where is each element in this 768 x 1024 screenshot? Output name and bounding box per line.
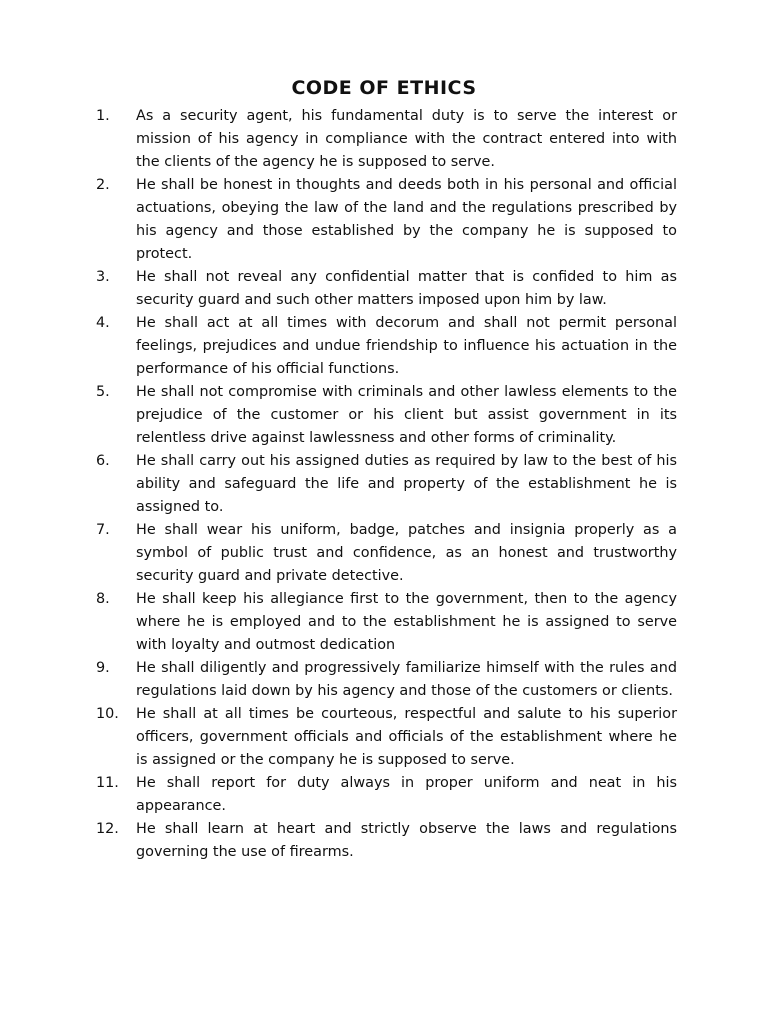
code-of-ethics-list — [96, 105, 677, 864]
item-number: 8. — [96, 591, 110, 607]
list-item — [96, 450, 677, 519]
list-item — [96, 105, 677, 174]
item-number: 9. — [96, 660, 110, 676]
list-item — [96, 312, 677, 381]
item-number: 7. — [96, 522, 110, 538]
item-text: He shall wear his uniform, badge, patches and insignia properly as a symbol of public trust and confidence, as an honest and trustworthy security guard and private detective. — [136, 522, 677, 584]
item-number: 11. — [96, 775, 119, 791]
item-text: He shall at all times be courteous, respectful and salute to his superior officers, government officials and officials of the establishment where he is assigned or the company he is supposed to serve. — [136, 706, 677, 768]
item-text: He shall diligently and progressively familiarize himself with the rules and regulations laid down by his agency and those of the customers or clients. — [136, 660, 677, 699]
item-number: 12. — [96, 821, 119, 837]
list-item — [96, 519, 677, 588]
item-text: He shall learn at heart and strictly observe the laws and regulations governing the use of firearms. — [136, 821, 677, 860]
item-number: 3. — [96, 269, 110, 285]
item-text: As a security agent, his fundamental duty is to serve the interest or mission of his agency in compliance with the contract entered into with the clients of the agency he is supposed to serve. — [136, 108, 677, 170]
document-title: CODE OF ETHICS — [291, 77, 477, 99]
list-item — [96, 381, 677, 450]
item-number: 4. — [96, 315, 110, 331]
item-text: He shall keep his allegiance first to the government, then to the agency where he is employed and to the establishment he is assigned to serve with loyalty and outmost dedication — [136, 591, 677, 653]
item-text: He shall not reveal any confidential matter that is confided to him as security guard and such other matters imposed upon him by law. — [136, 269, 677, 308]
item-number: 5. — [96, 384, 110, 400]
item-text: He shall act at all times with decorum and shall not permit personal feelings, prejudices and undue friendship to influence his actuation in the performance of his official functions. — [136, 315, 677, 377]
item-text: He shall not compromise with criminals and other lawless elements to the prejudice of the customer or his client but assist government in its relentless drive against lawlessness and other forms of criminality. — [136, 384, 677, 446]
item-text: He shall report for duty always in proper uniform and neat in his appearance. — [136, 775, 677, 814]
list-item — [96, 657, 677, 703]
item-number: 2. — [96, 177, 110, 193]
list-item — [96, 174, 677, 266]
item-text: He shall be honest in thoughts and deeds both in his personal and official actuations, obeying the law of the land and the regulations prescribed by his agency and those established by the company he is supposed to protect. — [136, 177, 677, 262]
item-text: He shall carry out his assigned duties as required by law to the best of his ability and safeguard the life and property of the establishment he is assigned to. — [136, 453, 677, 515]
list-item — [96, 818, 677, 864]
list-item — [96, 772, 677, 818]
item-number: 10. — [96, 706, 119, 722]
list-item — [96, 588, 677, 657]
item-number: 6. — [96, 453, 110, 469]
item-number: 1. — [96, 108, 110, 124]
list-item — [96, 703, 677, 772]
list-item — [96, 266, 677, 312]
